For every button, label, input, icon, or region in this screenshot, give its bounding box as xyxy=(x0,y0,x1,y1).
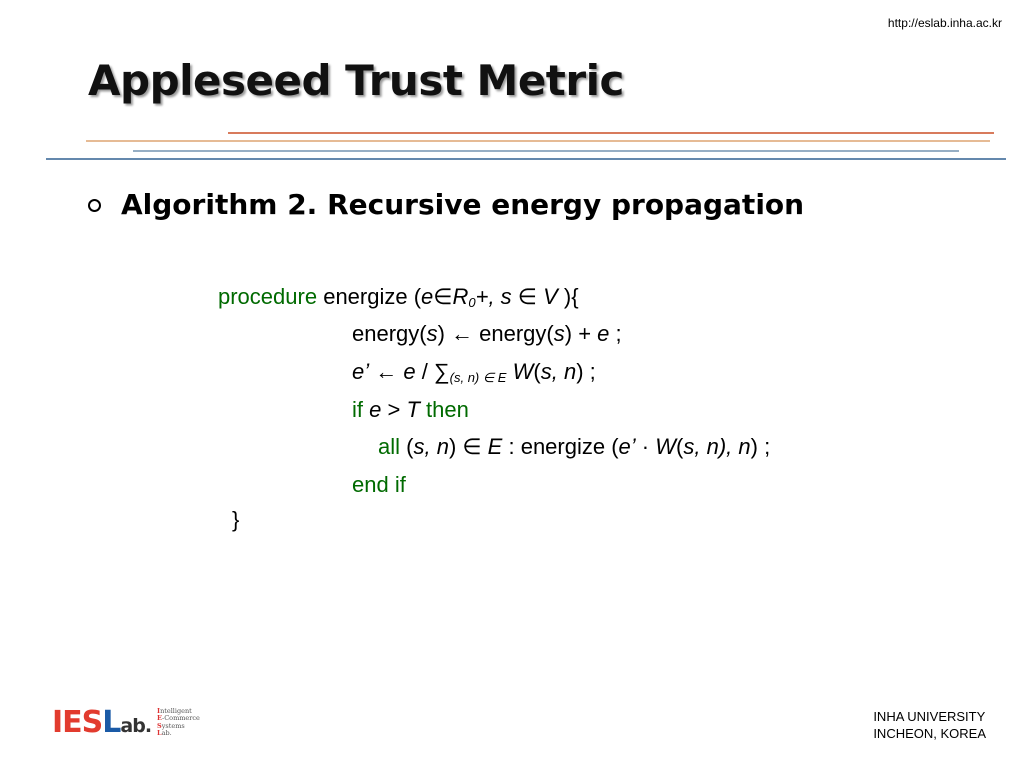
function-name: energize xyxy=(520,434,606,459)
title-rule xyxy=(133,150,959,152)
code-text: ( xyxy=(605,434,619,459)
code-variable: T xyxy=(406,397,420,422)
code-variable: W xyxy=(655,434,676,459)
keyword: procedure xyxy=(218,284,318,309)
logo-line: Lab. xyxy=(157,729,172,737)
code-text: ∈ xyxy=(511,284,537,309)
bullet-text: Algorithm 2. Recursive energy propagation xyxy=(121,188,805,221)
code-text: ){ xyxy=(557,284,579,309)
keyword: end if xyxy=(352,472,406,497)
code-text: ( xyxy=(407,284,422,309)
logo-line: E-Commerce xyxy=(157,714,200,722)
code-variable: n xyxy=(436,434,449,459)
header-url: http://eslab.inha.ac.kr xyxy=(887,16,1002,30)
code-variable: E xyxy=(487,434,503,459)
hollow-circle-icon xyxy=(88,199,101,212)
logo-text-ab: ab. xyxy=(120,715,152,737)
code-variable: n xyxy=(738,434,751,459)
code-text: ) ← energy( xyxy=(437,321,554,346)
code-text: ( xyxy=(533,359,541,384)
code-text: , xyxy=(424,434,437,459)
code-variable: e xyxy=(421,284,434,309)
logo-text-ies: IES xyxy=(52,705,103,740)
code-text: ( xyxy=(400,434,414,459)
footer-affiliation xyxy=(873,708,986,742)
code-line-endif xyxy=(352,472,406,498)
code-line-if xyxy=(352,397,469,423)
code-variable: e xyxy=(597,321,610,346)
logo-line: Systems xyxy=(157,721,185,730)
code-text: ( xyxy=(676,434,684,459)
ieslab-logo xyxy=(52,705,200,740)
code-line-update xyxy=(352,321,622,347)
title-rule xyxy=(86,140,990,142)
code-text: energy( xyxy=(352,321,427,346)
bullet xyxy=(88,188,804,221)
footer-line: INHA UNIVERSITY xyxy=(873,709,986,724)
code-text: / ∑ xyxy=(415,359,450,384)
code-text: ← xyxy=(369,359,404,384)
logo-line: Intelligent xyxy=(157,706,192,715)
keyword: if xyxy=(352,397,363,422)
code-line-closing-brace: } xyxy=(232,507,240,532)
title-rule xyxy=(228,132,994,134)
code-variable: e’ xyxy=(618,434,636,459)
code-text: : xyxy=(502,434,521,459)
code-text: ) ; xyxy=(750,434,771,459)
code-variable: R xyxy=(452,284,469,309)
code-variable: e xyxy=(363,397,382,422)
slide-title: Appleseed Trust Metric xyxy=(88,56,624,105)
code-variable: s xyxy=(500,284,512,309)
code-variable: n xyxy=(563,359,577,384)
logo-text-l: L xyxy=(102,705,121,740)
keyword: then xyxy=(419,397,469,422)
function-name: energize xyxy=(323,284,408,309)
code-text: +, xyxy=(475,284,501,309)
code-text: > xyxy=(381,397,407,422)
code-text: · xyxy=(635,434,656,459)
code-text: , xyxy=(694,434,707,459)
code-line-procedure xyxy=(218,284,579,316)
code-variable: s xyxy=(540,359,552,384)
code-variable: s xyxy=(683,434,695,459)
code-line-normalize xyxy=(352,359,596,391)
code-variable: s xyxy=(553,321,565,346)
code-variable: s xyxy=(413,434,425,459)
code-text: , xyxy=(551,359,564,384)
code-variable: s xyxy=(426,321,438,346)
code-text: ) + xyxy=(564,321,598,346)
code-text: ), xyxy=(718,434,739,459)
code-variable: V xyxy=(543,284,558,309)
code-subscript: (s, n) ∈ E xyxy=(449,370,507,385)
logo-wordmark xyxy=(52,705,151,740)
footer-line: INCHEON, KOREA xyxy=(873,726,986,741)
title-rule xyxy=(46,158,1006,160)
code-line-all xyxy=(378,434,770,460)
code-variable: e’ xyxy=(352,359,370,384)
code-text: ) ∈ xyxy=(448,434,488,459)
code-variable: e xyxy=(403,359,416,384)
code-variable: n xyxy=(706,434,719,459)
keyword: all xyxy=(378,434,401,459)
code-text: ; xyxy=(609,321,622,346)
logo-lines xyxy=(157,708,200,738)
code-variable: W xyxy=(506,359,534,384)
code-subscript: 0 xyxy=(468,295,476,310)
code-text: ∈ xyxy=(433,284,453,309)
code-text: ) ; xyxy=(576,359,596,384)
